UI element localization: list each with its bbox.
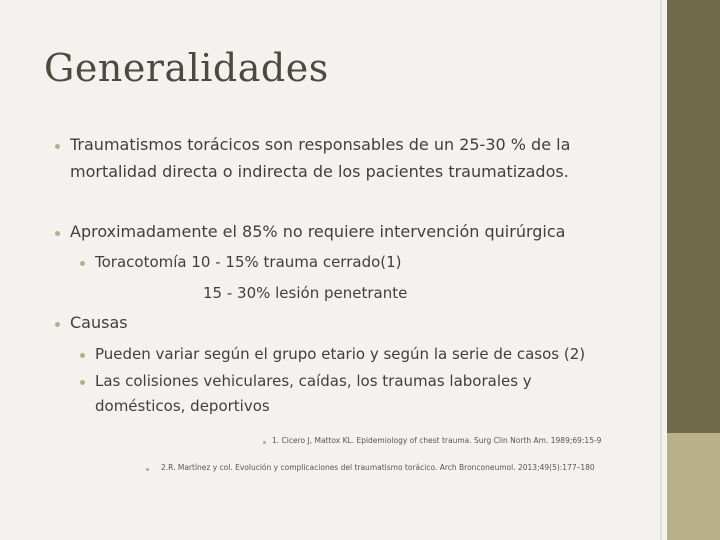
bullet-3-sub-2-line-1: Las colisiones vehiculares, caídas, los traumas laborales y xyxy=(95,372,532,390)
slide-title: Generalidades xyxy=(44,46,329,90)
bullet-1-line-1: Traumatismos torácicos son responsables de un 25-30 % de la xyxy=(70,135,571,154)
bullet-dot xyxy=(55,322,60,327)
sub-bullet-dot xyxy=(80,353,85,358)
bullet-2-sub-1: Toracotomía 10 - 15% trauma cerrado(1) xyxy=(95,253,402,271)
bullet-dot xyxy=(55,231,60,236)
bullet-2: Aproximadamente el 85% no requiere intervención quirúrgica xyxy=(70,222,566,241)
reference-dot xyxy=(263,441,266,444)
sub-bullet-dot xyxy=(80,380,85,385)
bullet-3-sub-1: Pueden variar según el grupo etario y según la serie de casos (2) xyxy=(95,345,586,363)
bullet-2-sub-1-cont: 15 - 30% lesión penetrante xyxy=(203,284,408,302)
bullet-3-sub-2-line-2: domésticos, deportivos xyxy=(95,397,270,415)
bullet-1-line-2: mortalidad directa o indirecta de los pacientes traumatizados. xyxy=(70,162,569,181)
sub-bullet-dot xyxy=(80,261,85,266)
slide-sidebar xyxy=(667,0,720,540)
bullet-dot xyxy=(55,144,60,149)
bullet-3: Causas xyxy=(70,313,128,332)
slide-divider xyxy=(660,0,662,540)
reference-2: 2.R. Martínez y col. Evolución y complicaciones del traumatismo torácico. Arch Bronconeumol. 2013;49(5):177–180 xyxy=(161,463,595,472)
reference-dot xyxy=(146,468,149,471)
sidebar-accent-block xyxy=(667,433,720,540)
reference-1: 1. Cicero J, Mattox KL. Epidemiology of chest trauma. Surg Clin North Am. 1989;69:15-9 xyxy=(272,436,602,445)
